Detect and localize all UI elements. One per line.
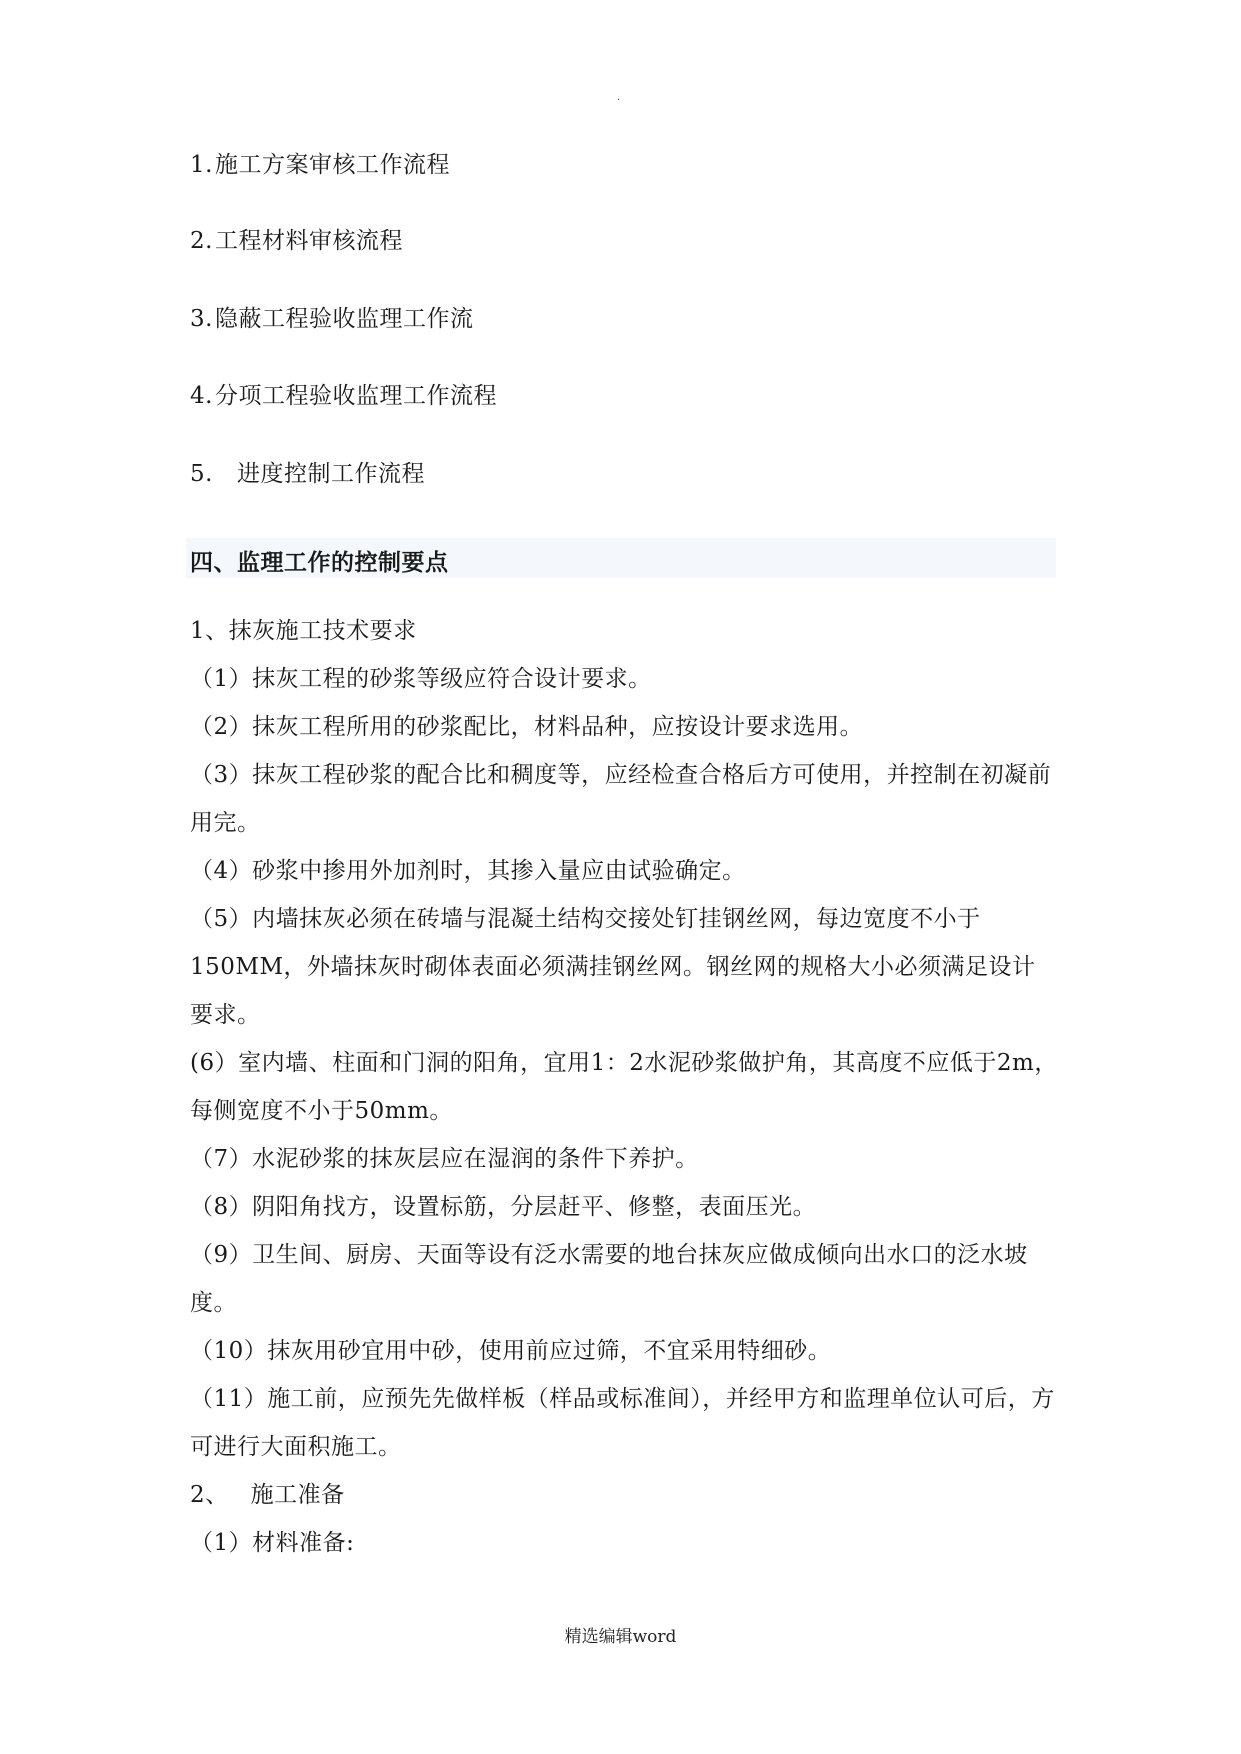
subsection-title: 1、抹灰施工技术要求 <box>190 618 417 644</box>
header-mark: . <box>617 92 621 103</box>
subsection-number: 2、 <box>190 1482 229 1508</box>
requirement-item: （1）抹灰工程的砂浆等级应符合设计要求。 <box>190 666 652 692</box>
requirement-item: （2）抹灰工程所用的砂浆配比，材料品种，应按设计要求选用。 <box>190 714 864 740</box>
list-text: 隐蔽工程验收监理工作流 <box>214 306 474 332</box>
requirement-item: (6）室内墙、柱面和门洞的阳角，宜用1：2水泥砂浆做护角，其高度不应低于2m，每侧宽度不小于50mm。 <box>190 1050 1058 1124</box>
flow-list-item <box>190 300 473 333</box>
list-number: 1. <box>190 152 213 178</box>
material-prep-item: （1）材料准备: <box>190 1530 355 1556</box>
list-text: 工程材料审核流程 <box>214 228 403 254</box>
subsection-text: 施工准备 <box>250 1482 345 1508</box>
flow-list-item <box>190 222 403 255</box>
section-heading <box>186 538 1056 578</box>
flow-list-item <box>190 146 450 179</box>
requirement-item: （11）施工前，应预先先做样板（样品或标准间），并经甲方和监理单位认可后，方可进行大面积施工。 <box>190 1386 1055 1460</box>
list-number: 3. <box>190 306 213 332</box>
requirement-item: （7）水泥砂浆的抹灰层应在湿润的条件下养护。 <box>190 1146 699 1172</box>
flow-list-item <box>190 455 425 488</box>
list-number: 5. <box>190 461 213 487</box>
section-heading-text: 四、监理工作的控制要点 <box>190 549 449 576</box>
requirement-item: （10）抹灰用砂宜用中砂，使用前应过筛，不宜采用特细砂。 <box>190 1338 832 1364</box>
body-text <box>190 607 1058 1567</box>
requirement-item: （8）阴阳角找方，设置标筋，分层赶平、修整，表面压光。 <box>190 1194 817 1220</box>
requirement-item: （4）砂浆中掺用外加剂时，其掺入量应由试验确定。 <box>190 858 746 884</box>
list-text: 施工方案审核工作流程 <box>214 152 450 178</box>
subsection-title <box>190 1471 1058 1519</box>
requirement-item: （5）内墙抹灰必须在砖墙与混凝土结构交接处钉挂钢丝网，每边宽度不小于150MM，外墙抹灰时砌体表面必须满挂钢丝网。钢丝网的规格大小必须满足设计要求。 <box>190 906 1036 1028</box>
list-number: 2. <box>190 228 213 254</box>
page-footer: 精选编辑word <box>564 1627 677 1647</box>
list-text: 进度控制工作流程 <box>236 461 425 487</box>
list-number: 4. <box>190 383 213 409</box>
requirement-item: （3）抹灰工程砂浆的配合比和稠度等，应经检查合格后方可使用，并控制在初凝前用完。 <box>190 762 1052 836</box>
list-text: 分项工程验收监理工作流程 <box>214 383 497 409</box>
flow-list-item <box>190 377 497 410</box>
requirement-item: （9）卫生间、厨房、天面等设有泛水需要的地台抹灰应做成倾向出水口的泛水坡度。 <box>190 1242 1028 1316</box>
